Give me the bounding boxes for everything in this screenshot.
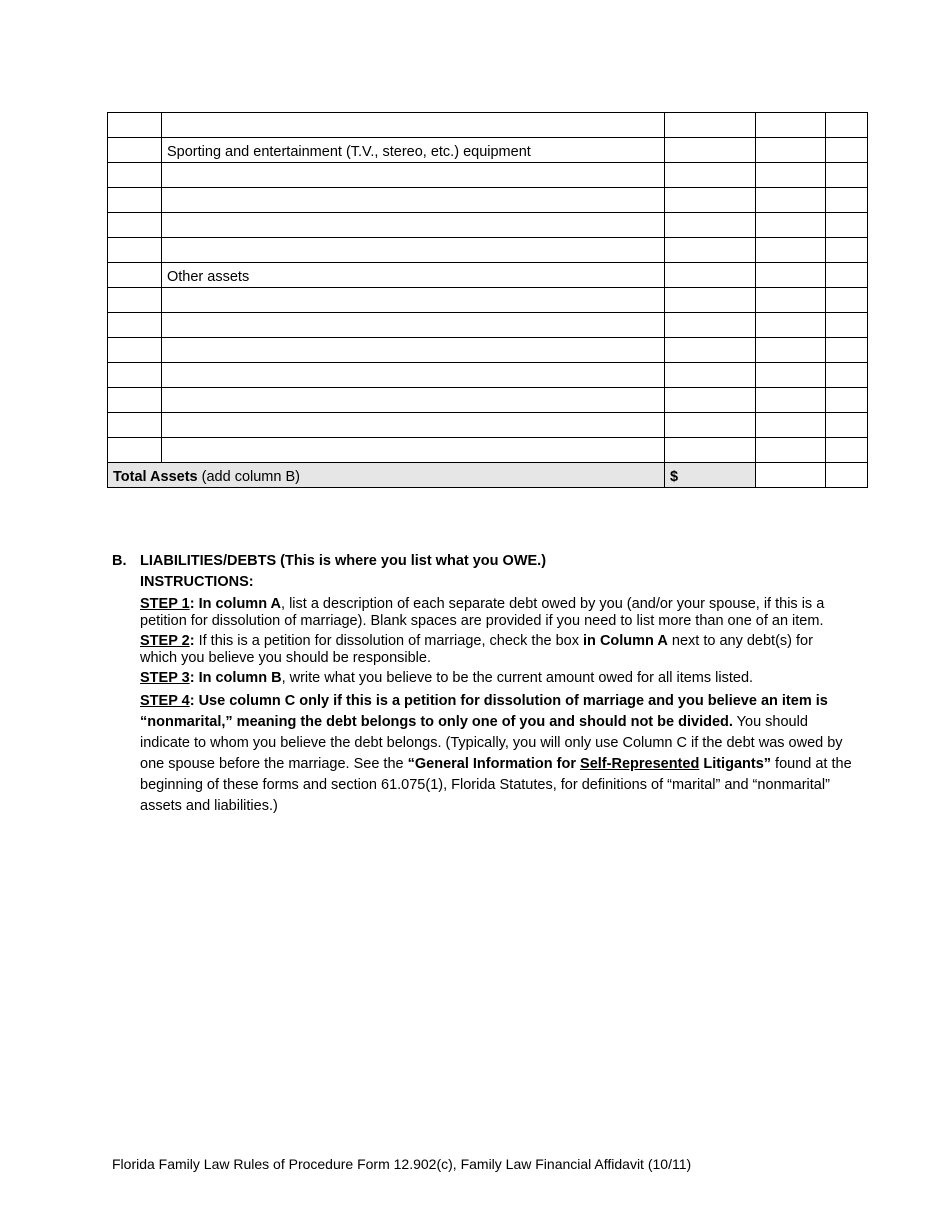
amount-cell[interactable] xyxy=(665,188,756,213)
table-row xyxy=(108,213,868,238)
column-c-cell[interactable] xyxy=(756,238,826,263)
step-1-bold: In column A xyxy=(198,596,282,612)
amount-cell[interactable] xyxy=(665,263,756,288)
total-assets-cell-e[interactable] xyxy=(826,463,868,488)
step-1-text: , list a description of each separate debt owed by you (and/or your spouse, if this is a petition for dissolution of marriage). Blank spaces are provided if you need to list more than one of an item. xyxy=(140,596,825,629)
checkbox-cell[interactable] xyxy=(108,413,162,438)
description-cell[interactable] xyxy=(162,238,665,263)
description-cell[interactable] xyxy=(162,413,665,438)
table-row xyxy=(108,388,868,413)
general-info-ref-b: Litigants” xyxy=(699,756,772,772)
checkbox-cell[interactable] xyxy=(108,138,162,163)
step-4-bold: Use column C only if this is a petition for dissolution of marriage and you believe an item is “nonmarital,” meaning the debt belongs to only one of you and should not be divided. xyxy=(140,693,828,730)
step-2-colon: : xyxy=(189,633,195,649)
liabilities-section xyxy=(112,551,852,817)
step-1 xyxy=(140,596,852,630)
description-cell[interactable] xyxy=(162,188,665,213)
amount-cell[interactable] xyxy=(665,413,756,438)
description-cell[interactable] xyxy=(162,288,665,313)
step-1-label: STEP 1 xyxy=(140,596,190,612)
total-assets-amount-cell[interactable] xyxy=(665,463,756,488)
amount-cell[interactable] xyxy=(665,363,756,388)
checkbox-cell[interactable] xyxy=(108,263,162,288)
checkbox-cell[interactable] xyxy=(108,363,162,388)
column-e-cell[interactable] xyxy=(826,363,868,388)
column-e-cell[interactable] xyxy=(826,263,868,288)
description-cell[interactable]: Other assets xyxy=(162,263,665,288)
checkbox-cell[interactable] xyxy=(108,313,162,338)
step-4-label: STEP 4 xyxy=(140,693,190,709)
total-assets-label xyxy=(108,463,665,488)
column-c-cell[interactable] xyxy=(756,138,826,163)
step-2-text-a: If this is a petition for dissolution of marriage, check the box xyxy=(194,633,584,649)
table-row xyxy=(108,113,868,138)
step-2-text-b: next to any debt(s) for which you believe you should be responsible. xyxy=(140,633,813,666)
table-row xyxy=(108,288,868,313)
step-4-text-b: found at the beginning of these forms and section 61.075(1), Florida Statutes, for definitions of “marital” and “nonmarital” assets and liabilities.) xyxy=(140,756,852,814)
description-cell[interactable] xyxy=(162,438,665,463)
column-c-cell[interactable] xyxy=(756,363,826,388)
column-e-cell[interactable] xyxy=(826,138,868,163)
checkbox-cell[interactable] xyxy=(108,388,162,413)
section-title: LIABILITIES/DEBTS (This is where you list what you OWE.) xyxy=(140,553,547,569)
assets-table xyxy=(107,112,868,488)
column-e-cell[interactable] xyxy=(826,163,868,188)
checkbox-cell[interactable] xyxy=(108,238,162,263)
amount-cell[interactable] xyxy=(665,238,756,263)
column-e-cell[interactable] xyxy=(826,338,868,363)
column-c-cell[interactable] xyxy=(756,413,826,438)
column-e-cell[interactable] xyxy=(826,288,868,313)
amount-cell[interactable] xyxy=(665,138,756,163)
table-row xyxy=(108,438,868,463)
total-assets-cell-d[interactable] xyxy=(756,463,826,488)
step-2 xyxy=(140,633,852,667)
table-row xyxy=(108,238,868,263)
form-footer: Florida Family Law Rules of Procedure Form 12.902(c), Family Law Financial Affidavit (10/11) xyxy=(112,1156,692,1172)
total-assets-note: (add column B) xyxy=(201,469,300,485)
table-row xyxy=(108,138,868,163)
description-cell[interactable] xyxy=(162,113,665,138)
checkbox-cell[interactable] xyxy=(108,113,162,138)
step-3-bold: In column B xyxy=(198,670,282,686)
column-c-cell[interactable] xyxy=(756,313,826,338)
amount-cell[interactable] xyxy=(665,438,756,463)
section-letter: B. xyxy=(112,553,127,569)
table-row xyxy=(108,413,868,438)
currency-symbol: $ xyxy=(670,469,679,485)
description-cell[interactable] xyxy=(162,388,665,413)
step-1-colon: : xyxy=(189,596,195,612)
column-e-cell[interactable] xyxy=(826,413,868,438)
column-c-cell[interactable] xyxy=(756,438,826,463)
column-e-cell[interactable] xyxy=(826,113,868,138)
checkbox-cell[interactable] xyxy=(108,163,162,188)
column-c-cell[interactable] xyxy=(756,338,826,363)
description-cell[interactable] xyxy=(162,213,665,238)
column-e-cell[interactable] xyxy=(826,438,868,463)
checkbox-cell[interactable] xyxy=(108,213,162,238)
step-3-label: STEP 3 xyxy=(140,670,190,686)
table-row xyxy=(108,313,868,338)
column-c-cell[interactable] xyxy=(756,263,826,288)
assets-table-body xyxy=(108,113,868,488)
table-row xyxy=(108,163,868,188)
description-cell[interactable] xyxy=(162,363,665,388)
description-cell[interactable] xyxy=(162,313,665,338)
general-info-ref-underlined: Self-Represented xyxy=(580,756,700,772)
column-c-cell[interactable] xyxy=(756,188,826,213)
amount-cell[interactable] xyxy=(665,163,756,188)
step-4 xyxy=(140,691,852,817)
column-e-cell[interactable] xyxy=(826,313,868,338)
step-4-text-a: You should indicate to whom you believe the debt belongs. (Typically, you will only use Column C if the debt was owed by one spouse before the marriage. See the xyxy=(140,714,843,772)
table-row xyxy=(108,188,868,213)
checkbox-cell[interactable] xyxy=(108,288,162,313)
checkbox-cell[interactable] xyxy=(108,438,162,463)
table-row xyxy=(108,363,868,388)
description-cell[interactable] xyxy=(162,338,665,363)
step-3-text: , write what you believe to be the current amount owed for all items listed. xyxy=(281,670,754,686)
step-2-label: STEP 2 xyxy=(140,633,190,649)
column-c-cell[interactable] xyxy=(756,163,826,188)
amount-cell[interactable] xyxy=(665,113,756,138)
checkbox-cell[interactable] xyxy=(108,338,162,363)
table-row xyxy=(108,338,868,363)
total-assets-bold: Total Assets xyxy=(113,469,198,485)
column-e-cell[interactable] xyxy=(826,188,868,213)
general-info-ref-a: “General Information for xyxy=(407,756,581,772)
checkbox-cell[interactable] xyxy=(108,188,162,213)
column-e-cell[interactable] xyxy=(826,388,868,413)
description-cell[interactable]: Sporting and entertainment (T.V., stereo, etc.) equipment xyxy=(162,138,665,163)
amount-cell[interactable] xyxy=(665,313,756,338)
step-3 xyxy=(140,670,852,687)
column-c-cell[interactable] xyxy=(756,113,826,138)
section-heading xyxy=(112,551,852,572)
table-row xyxy=(108,263,868,288)
amount-cell[interactable] xyxy=(665,213,756,238)
column-c-cell[interactable] xyxy=(756,288,826,313)
column-c-cell[interactable] xyxy=(756,213,826,238)
total-assets-row xyxy=(108,463,868,488)
amount-cell[interactable] xyxy=(665,288,756,313)
amount-cell[interactable] xyxy=(665,338,756,363)
step-4-colon: : xyxy=(189,693,195,709)
step-3-colon: : xyxy=(189,670,195,686)
instructions-label: INSTRUCTIONS: xyxy=(140,574,254,590)
column-e-cell[interactable] xyxy=(826,238,868,263)
description-cell[interactable] xyxy=(162,163,665,188)
column-c-cell[interactable] xyxy=(756,388,826,413)
step-2-bold: in Column A xyxy=(583,633,668,649)
amount-cell[interactable] xyxy=(665,388,756,413)
column-e-cell[interactable] xyxy=(826,213,868,238)
